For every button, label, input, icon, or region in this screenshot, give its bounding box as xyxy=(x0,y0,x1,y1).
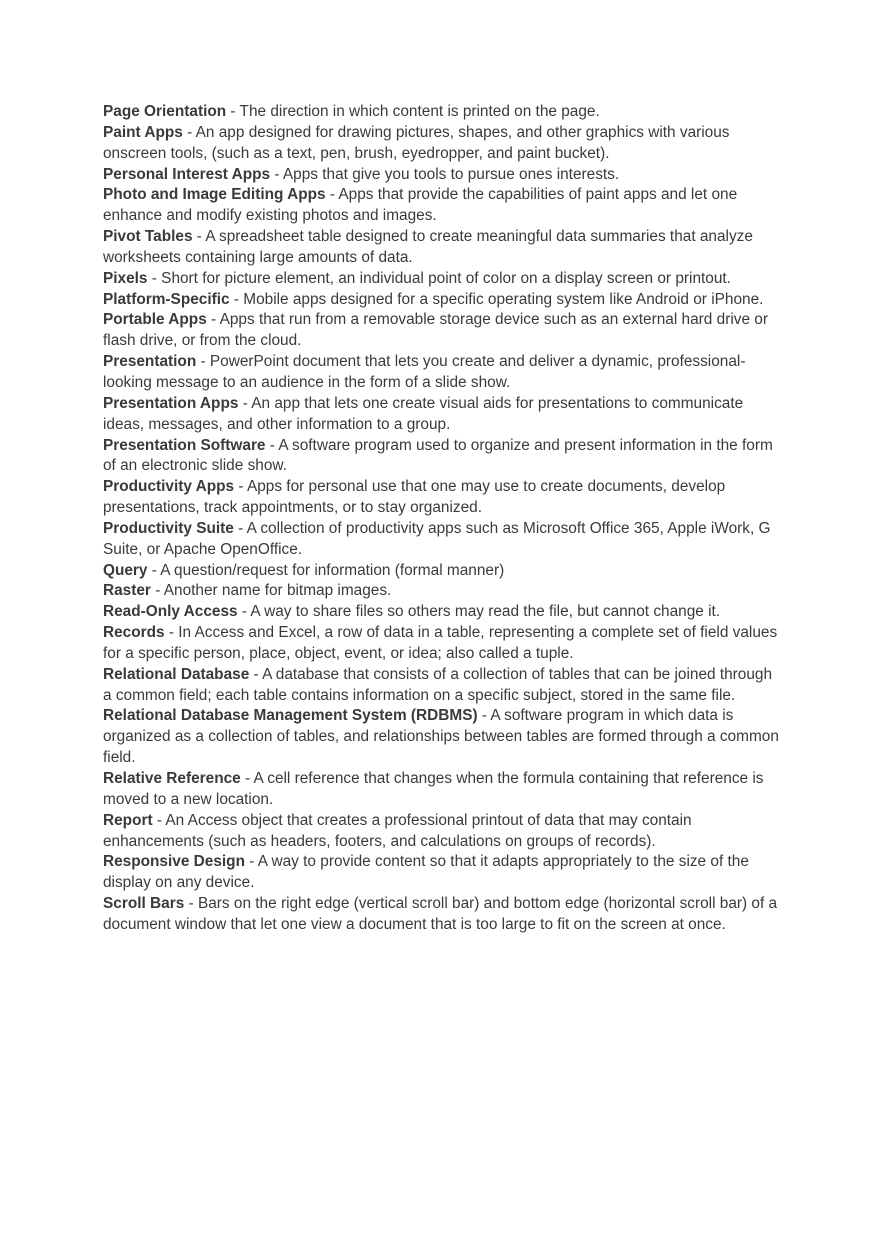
glossary-definition: - A way to share files so others may read the file, but cannot change it. xyxy=(237,603,721,621)
glossary-term: Read-Only Access xyxy=(103,603,238,621)
glossary-term: Presentation xyxy=(103,353,197,371)
glossary-term: Page Orientation xyxy=(103,103,227,120)
glossary-definition: - A software program in which data is organized as a collection of tables, and relationships between tables are formed through a common field. xyxy=(103,707,779,767)
glossary-term: Productivity Suite xyxy=(103,519,234,537)
glossary-entry-scroll-bars xyxy=(103,894,783,936)
glossary-term: Scroll Bars xyxy=(103,895,185,913)
glossary-entry-productivity-suite xyxy=(103,519,783,561)
glossary-term: Portable Apps xyxy=(103,311,207,329)
glossary-definition: - PowerPoint document that lets you create and deliver a dynamic, professional-looking message to an audience in the form of a slide show. xyxy=(103,353,746,391)
glossary-term: Paint Apps xyxy=(103,123,183,141)
glossary-definition: - Apps for personal use that one may use to create documents, develop presentations, track appointments, or to stay organized. xyxy=(103,478,726,517)
glossary-term: Pixels xyxy=(103,269,148,287)
glossary-term: Responsive Design xyxy=(103,853,245,871)
glossary-definition: - A collection of productivity apps such as Microsoft Office 365, Apple iWork, G Suite, or Apache OpenOffice. xyxy=(103,519,771,558)
glossary-definition: - A cell reference that changes when the formula containing that reference is moved to a new location. xyxy=(103,770,764,808)
glossary-entry-responsive-design xyxy=(103,852,783,894)
glossary-entry-productivity-apps xyxy=(103,477,783,519)
glossary-entry-pixels xyxy=(103,269,783,290)
glossary-term: Report xyxy=(103,811,153,829)
glossary-definition: - Apps that provide the capabilities of paint apps and let one enhance and modify existing photos and images. xyxy=(103,186,738,225)
glossary-term: Relational Database xyxy=(103,665,250,683)
glossary-term: Personal Interest Apps xyxy=(103,165,271,183)
glossary-entry-presentation-apps xyxy=(103,394,783,436)
glossary-term: Photo and Image Editing Apps xyxy=(103,186,326,204)
glossary-definition: - Bars on the right edge (vertical scroll bar) and bottom edge (horizontal scroll bar) of a document window that let one view a document that is too large to fit on the screen at once. xyxy=(103,895,778,933)
glossary-entry-records xyxy=(103,623,783,665)
glossary-entry-photo-image-editing-apps xyxy=(103,185,783,227)
glossary-term: Relational Database Management System (RDBMS) xyxy=(103,707,478,725)
glossary-entry-relative-reference xyxy=(103,769,783,811)
glossary-definition: - An Access object that creates a professional printout of data that may contain enhancements (such as headers, footers, and calculations on groups of records). xyxy=(103,811,692,850)
glossary-entry-report xyxy=(103,811,783,853)
glossary-entry-portable-apps xyxy=(103,310,783,352)
glossary-term: Pivot Tables xyxy=(103,228,193,246)
glossary-term: Presentation Software xyxy=(103,436,266,454)
glossary-definition: - Apps that run from a removable storage device such as an external hard drive or flash drive, or from the cloud. xyxy=(103,311,768,350)
glossary-term: Presentation Apps xyxy=(103,394,239,412)
glossary-term: Relative Reference xyxy=(103,770,241,787)
glossary-entry-paint-apps xyxy=(103,123,783,165)
glossary-definition: - A database that consists of a collection of tables that can be joined through a common field; each table contains information on a specific subject, stored in the same file. xyxy=(103,665,773,704)
glossary-entry-presentation-software xyxy=(103,436,783,478)
glossary-definition: - An app designed for drawing pictures, shapes, and other graphics with various onscreen tools, (such as a text, pen, brush, eyedropper, and paint bucket). xyxy=(103,123,730,162)
glossary-entry-relational-database xyxy=(103,665,783,707)
glossary-term: Platform-Specific xyxy=(103,290,230,308)
glossary-entry-presentation xyxy=(103,352,783,394)
glossary-definition: - Short for picture element, an individual point of color on a display screen or printout. xyxy=(147,269,731,287)
glossary-entry-rdbms xyxy=(103,706,783,769)
glossary-definition: - Mobile apps designed for a specific operating system like Android or iPhone. xyxy=(229,290,764,308)
glossary-entry-read-only-access xyxy=(103,602,783,623)
glossary-definition: - A question/request for information (formal manner) xyxy=(147,561,505,579)
glossary-entry-query xyxy=(103,561,783,582)
glossary-definition: - In Access and Excel, a row of data in a table, representing a complete set of field values for a specific person, place, object, event, or idea; also called a tuple. xyxy=(103,624,778,662)
glossary-term: Query xyxy=(103,561,148,579)
glossary-definition: - A software program used to organize and present information in the form of an electronic slide show. xyxy=(103,436,773,475)
glossary-term: Raster xyxy=(103,582,151,600)
glossary-definition: - Apps that give you tools to pursue ones interests. xyxy=(270,165,620,183)
glossary-definition: - A way to provide content so that it adapts appropriately to the size of the display on any device. xyxy=(103,853,749,892)
glossary-definition: - An app that lets one create visual aids for presentations to communicate ideas, messages, and other information to a group. xyxy=(103,394,744,433)
glossary-term: Productivity Apps xyxy=(103,478,235,496)
glossary-definition: - A spreadsheet table designed to create meaningful data summaries that analyze worksheets containing large amounts of data. xyxy=(103,228,753,266)
glossary-entry-raster xyxy=(103,581,783,602)
glossary-definition: - The direction in which content is printed on the page. xyxy=(226,103,600,120)
glossary-entry-platform-specific xyxy=(103,290,783,311)
glossary-page xyxy=(103,102,783,936)
glossary-entry-personal-interest-apps xyxy=(103,165,783,186)
glossary-entry-page-orientation xyxy=(103,102,783,123)
glossary-definition: - Another name for bitmap images. xyxy=(150,582,392,600)
glossary-entry-pivot-tables xyxy=(103,227,783,269)
glossary-term: Records xyxy=(103,624,165,642)
